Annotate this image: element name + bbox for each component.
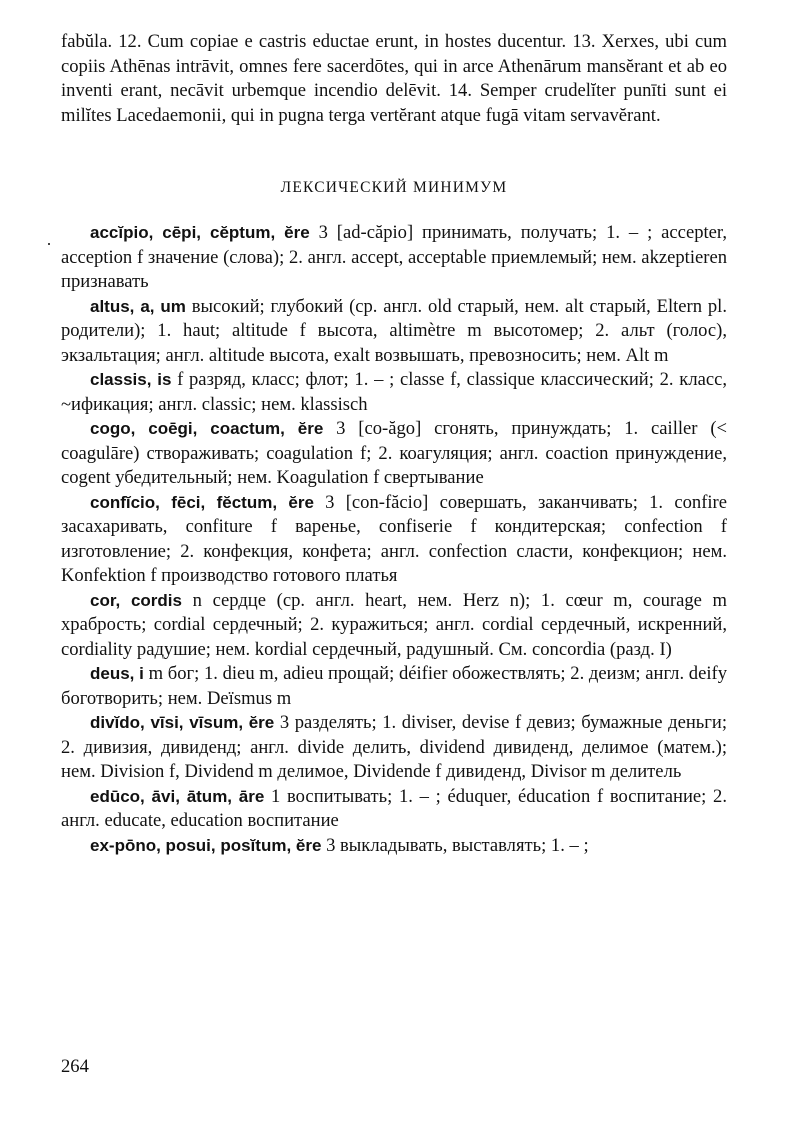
dictionary-entries	[61, 221, 727, 858]
entry-headword: ex-pōno, posui, posĭtum, ĕre	[90, 835, 322, 855]
entry-definition: высокий; глубокий (ср. англ. old старый, нем. alt старый, Eltern pl. родители); 1. haut; altitude f высота, altimètre m высотомер; 2. альт (голос), экзальтация; англ. altitude высота, exalt возвышать, превозносить; нем. Alt m	[61, 295, 727, 366]
entry-headword: classis, is	[90, 370, 172, 390]
dictionary-entry	[61, 711, 727, 785]
dictionary-entry	[61, 368, 727, 417]
dictionary-entry	[61, 295, 727, 369]
entry-headword: confĭcio, fēci, fĕctum, ĕre	[90, 492, 314, 512]
entry-definition: 3 [ad-căpio] принимать, получать; 1. – ; accepter, acception f значение (слова); 2. англ. accept, acceptable приемлемый; нем. akzeptieren признавать	[61, 222, 728, 293]
entry-headword: edūco, āvi, ātum, āre	[90, 786, 265, 806]
dictionary-entry	[61, 221, 727, 295]
dictionary-entry	[61, 834, 727, 859]
entry-definition: m бог; 1. dieu m, adieu прощай; déifier обожествлять; 2. деизм; англ. deify боготворить; нем. Deïsmus m	[61, 663, 727, 709]
entry-definition: 3 разделять; 1. diviser, devise f девиз; бумажные деньги; 2. дивизия, дивиденд; англ. divide делить, dividend дивиденд, делимое (матем.); нем. Division f, Dividend m делимое, Dividende f дивиденд, Divisor m делитель	[61, 712, 728, 783]
entry-headword: cogo, coēgi, coactum, ĕre	[90, 419, 324, 439]
entry-definition: f разряд, класс; флот; 1. – ; classe f, classique классический; 2. класс, ~ификация; англ. classic; нем. klassisch	[61, 369, 727, 415]
page-body	[61, 30, 727, 858]
page-number: 264	[61, 1056, 89, 1077]
entry-headword: divĭdo, vīsi, vīsum, ĕre	[90, 713, 275, 733]
entry-definition: 3 [con-făcio] совершать, заканчивать; 1. confire засахаривать, confiture f варенье, confiserie f кондитерская; confection f изготовление; 2. конфекция, конфета; англ. confection сласти, конфекцион; нем. Konfektion f производство готового платья	[61, 491, 727, 587]
entry-headword: accĭpio, cēpi, cĕptum, ĕre	[90, 223, 310, 243]
dictionary-entry	[61, 662, 727, 711]
entry-definition: n сердце (ср. англ. heart, нем. Herz n); 1. cœur m, courage m храбрость; cordial сердечный; 2. куражиться; англ. cordial сердечный, искренний, cordiality радушие; нем. kordial сердечный, радушный. См. concordia (разд. I)	[61, 589, 727, 660]
entry-definition: 3 [co-ăgo] сгонять, принуждать; 1. cailler (< coagulāre) створаживать; coagulation f; 2. коагуляция; англ. coaction принуждение, cogent убедительный; нем. Koagulation f свертывание	[61, 418, 727, 489]
intro-paragraph: fabŭla. 12. Cum copiae e castris eductae erunt, in hostes ducentur. 13. Xerxes, ubi cum copiis Athēnas intrāvit, omnes fere sacerdōtes, qui in arce Athenārum mansĕrant et ab eo inventi erant, necāvit urbemque incendio delēvit. 14. Semper crudelĭter punīti sunt ei milĭtes Lacedaemonii, qui in pugna terga vertĕrant atque fugā vitam servavĕrant.	[61, 31, 727, 126]
entry-headword: altus, a, um	[90, 296, 186, 316]
entry-definition: 1 воспитывать; 1. – ; éduquer, éducation f воспитание; 2. англ. educate, education воспитание	[61, 785, 727, 832]
entry-headword: cor, cordis	[90, 590, 182, 610]
stray-dot-mark	[48, 243, 50, 245]
dictionary-entry	[61, 417, 727, 491]
dictionary-entry	[61, 589, 727, 663]
dictionary-entry	[61, 785, 727, 834]
entry-headword: deus, i	[90, 664, 144, 684]
dictionary-entry	[61, 491, 727, 589]
section-heading: ЛЕКСИЧЕСКИЙ МИНИМУМ	[280, 179, 508, 197]
entry-definition: 3 выкладывать, выставлять; 1. – ;	[321, 834, 589, 856]
